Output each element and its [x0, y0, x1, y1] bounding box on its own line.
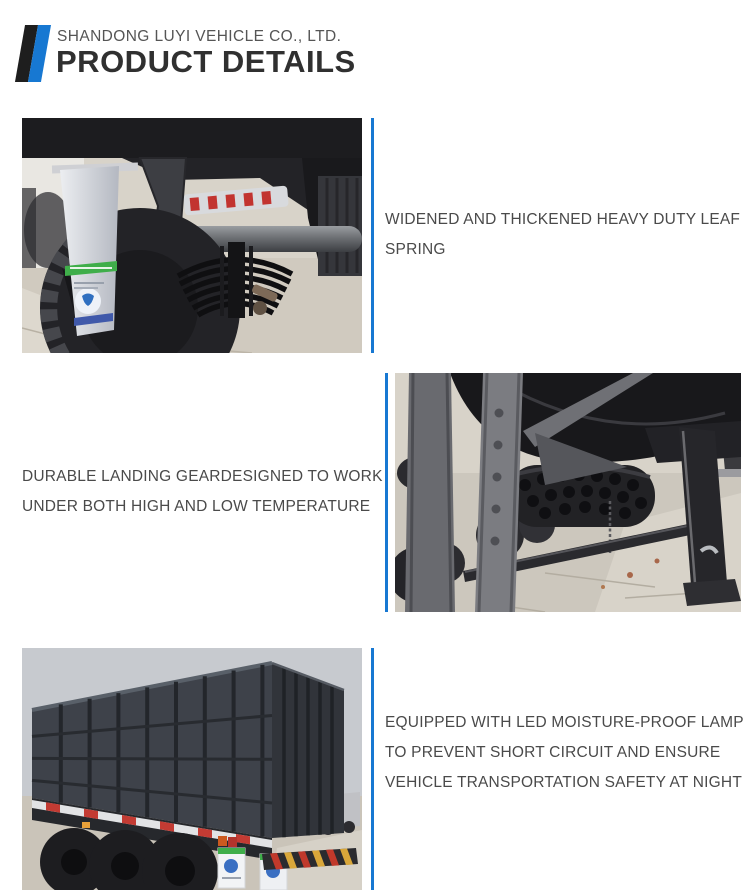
wheels	[40, 828, 218, 890]
leaf-spring-suspension-photo	[22, 118, 362, 353]
accent-divider	[371, 118, 374, 353]
caption-line: SPRING	[385, 241, 446, 258]
caption-landing-gear	[22, 462, 383, 522]
page-title: PRODUCT DETAILS	[56, 44, 356, 79]
caption-leaf-spring	[385, 205, 741, 265]
trailer-rear-led-lamp-photo	[22, 648, 362, 890]
accent-divider	[371, 648, 374, 890]
accent-divider	[385, 373, 388, 612]
truck-underbody	[22, 118, 362, 158]
caption-line: TO PREVENT SHORT CIRCUIT AND ENSURE	[385, 744, 721, 761]
trailer-photo-art	[22, 648, 362, 890]
reflective-fender	[183, 186, 288, 216]
caption-line: DURABLE LANDING GEARDESIGNED TO WORK	[22, 468, 383, 485]
landing-gear-photo	[395, 373, 741, 612]
caption-line: VEHICLE TRANSPORTATION SAFETY AT NIGHT	[385, 774, 742, 791]
caption-led-lamp	[385, 708, 744, 798]
leaf-spring-photo-art	[22, 118, 362, 353]
caption-line: EQUIPPED WITH LED MOISTURE-PROOF LAMP	[385, 714, 744, 731]
caption-line: UNDER BOTH HIGH AND LOW TEMPERATURE	[22, 498, 371, 515]
caption-line: WIDENED AND THICKENED HEAVY DUTY LEAF	[385, 211, 741, 228]
company-name: SHANDONG LUYI VEHICLE CO., LTD.	[57, 28, 342, 45]
landing-gear-photo-art	[395, 373, 741, 612]
